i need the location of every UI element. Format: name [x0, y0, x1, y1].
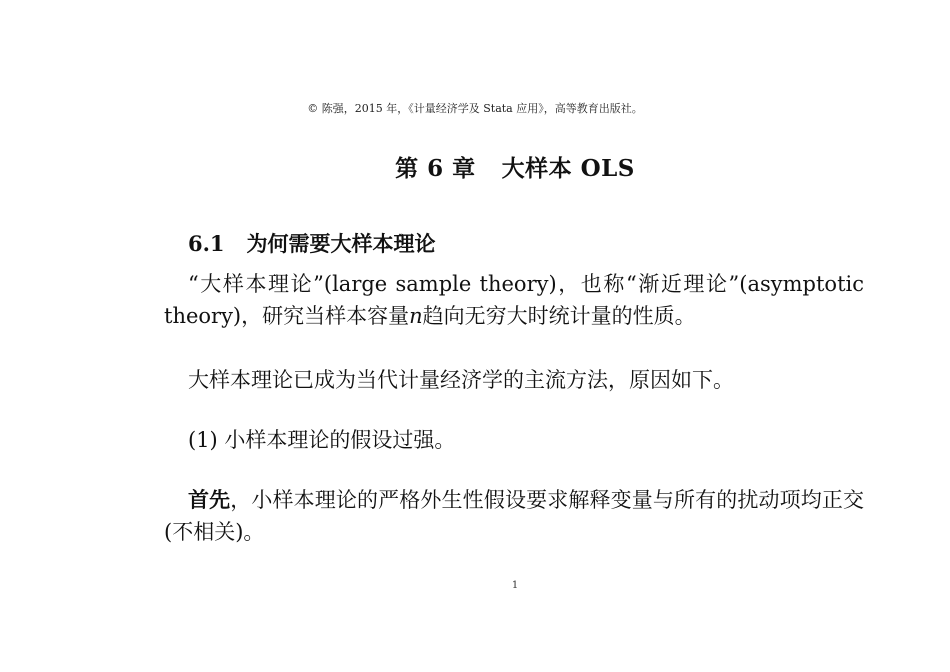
chapter-name: 大样本 OLS	[501, 155, 635, 182]
section-number: 6.1	[188, 231, 225, 256]
paragraph-reason-one: (1) 小样本理论的假设过强。	[188, 428, 456, 452]
paragraph-strict-exogeneity	[164, 484, 864, 548]
page-number: 1	[511, 580, 519, 591]
paragraph-large-sample-theory	[164, 268, 864, 332]
section-name: 为何需要大样本理论	[246, 231, 436, 256]
paragraph-text: 趋向无穷大时统计量的性质。	[422, 304, 696, 328]
section-heading	[188, 228, 436, 258]
paragraph-lead-word: 首先	[188, 487, 231, 512]
chapter-title	[0, 150, 950, 183]
paragraph-mainstream-method: 大样本理论已成为当代计量经济学的主流方法，原因如下。	[188, 368, 734, 392]
chapter-number: 第 6 章	[395, 155, 476, 182]
copyright-notice: © 陈强，2015 年，《计量经济学及 Stata 应用》，高等教育出版社。	[307, 102, 643, 115]
paragraph-text: “大样本理论”(large sample theory)，也称“渐近理论”(asymptotic theory)，研究当样本容量	[164, 272, 864, 328]
paragraph-text: ，小样本理论的严格外生性假设要求解释变量与所有的扰动项均正交(不相关)。	[164, 488, 865, 544]
sample-size-variable: n	[409, 304, 423, 328]
